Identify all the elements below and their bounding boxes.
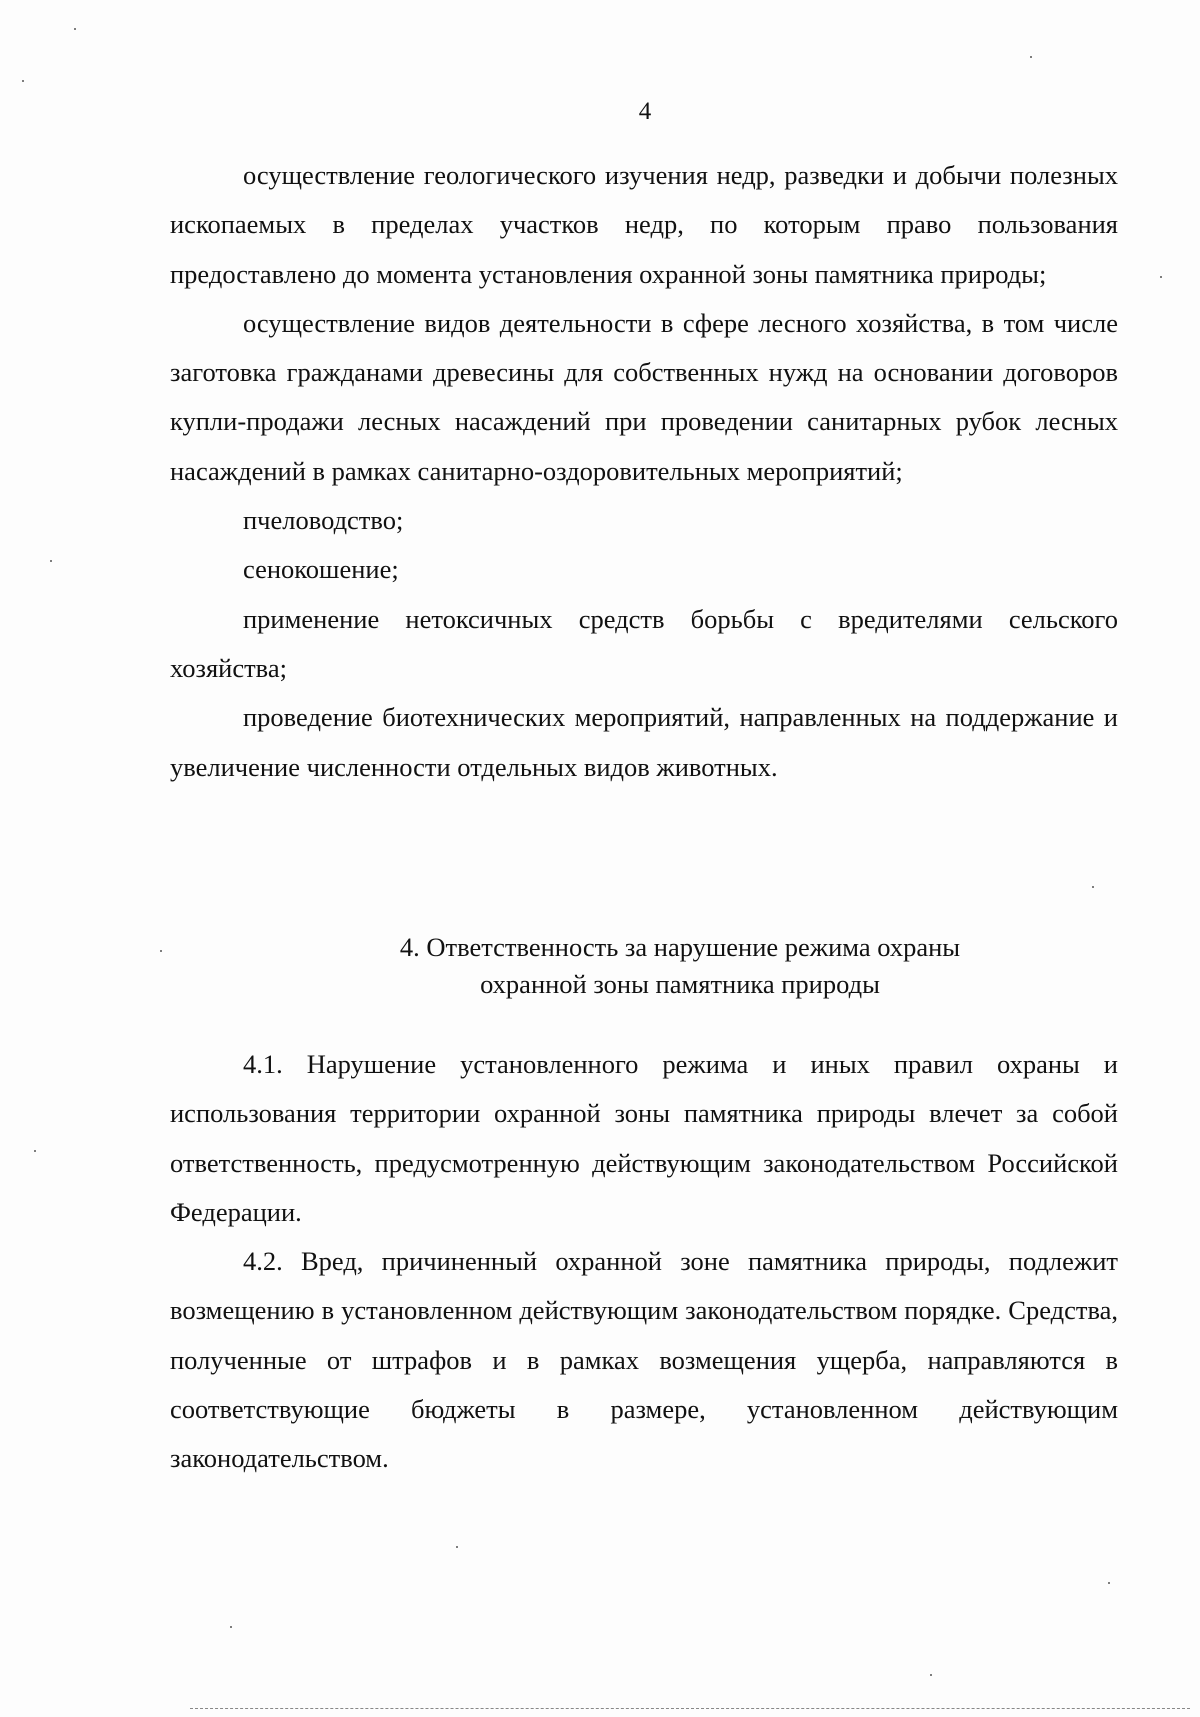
list-item-geology: осуществление геологического изучения недр, разведки и добычи полезных ископаемых в пределах участков недр, по которым право пользования предоставлено до момента установления охранной зоны памятника природы; [170, 160, 1118, 289]
list-item-beekeeping: пчеловодство; [243, 505, 404, 536]
scan-speck [22, 80, 24, 82]
scan-speck [456, 1546, 458, 1548]
regime-list [170, 151, 1118, 792]
scan-speck [74, 28, 76, 30]
clause-4-1: 4.1. Нарушение установленного режима и иных правил охраны и использования территории охранной зоны памятника природы влечет за собой ответственность, предусмотренную действующим законодательством Российской Федерации. [170, 1049, 1118, 1227]
scan-speck [230, 1626, 232, 1628]
scan-speck [34, 1150, 36, 1152]
scan-speck [160, 950, 162, 952]
section-heading-line-2: охранной зоны памятника природы [480, 969, 880, 999]
scan-speck [50, 560, 52, 562]
section-body [170, 1040, 1118, 1484]
section-heading-line-1: 4. Ответственность за нарушение режима охраны [399, 932, 961, 962]
scan-speck [930, 1674, 932, 1676]
page-edge-line [190, 1708, 1190, 1710]
list-item-haymaking: сенокошение; [243, 554, 399, 585]
scan-speck [1108, 1582, 1110, 1584]
list-item-pest-control: применение нетоксичных средств борьбы с вредителями сельского хозяйства; [170, 603, 1118, 683]
clause-4-2: 4.2. Вред, причиненный охранной зоне памятника природы, подлежит возмещению в установленном действующим законодательством порядке. Средства, полученные от штрафов и в рамках возмещения ущерба, направляются в соответствующие бюджеты в размере, установленном действующим законодательством. [170, 1246, 1118, 1474]
page-number: 4 [638, 98, 652, 125]
scan-speck [1160, 276, 1162, 278]
section-heading [170, 929, 1190, 1003]
list-item-biotechnical: проведение биотехнических мероприятий, направленных на поддержание и увеличение численности отдельных видов животных. [170, 702, 1118, 782]
list-item-forestry: осуществление видов деятельности в сфере лесного хозяйства, в том числе заготовка гражданами древесины для собственных нужд на основании договоров купли-продажи лесных насаждений при проведении санитарных рубок лесных насаждений в рамках санитарно-оздоровительных мероприятий; [170, 307, 1118, 486]
scan-speck [1092, 886, 1094, 888]
scan-speck [1030, 56, 1032, 58]
